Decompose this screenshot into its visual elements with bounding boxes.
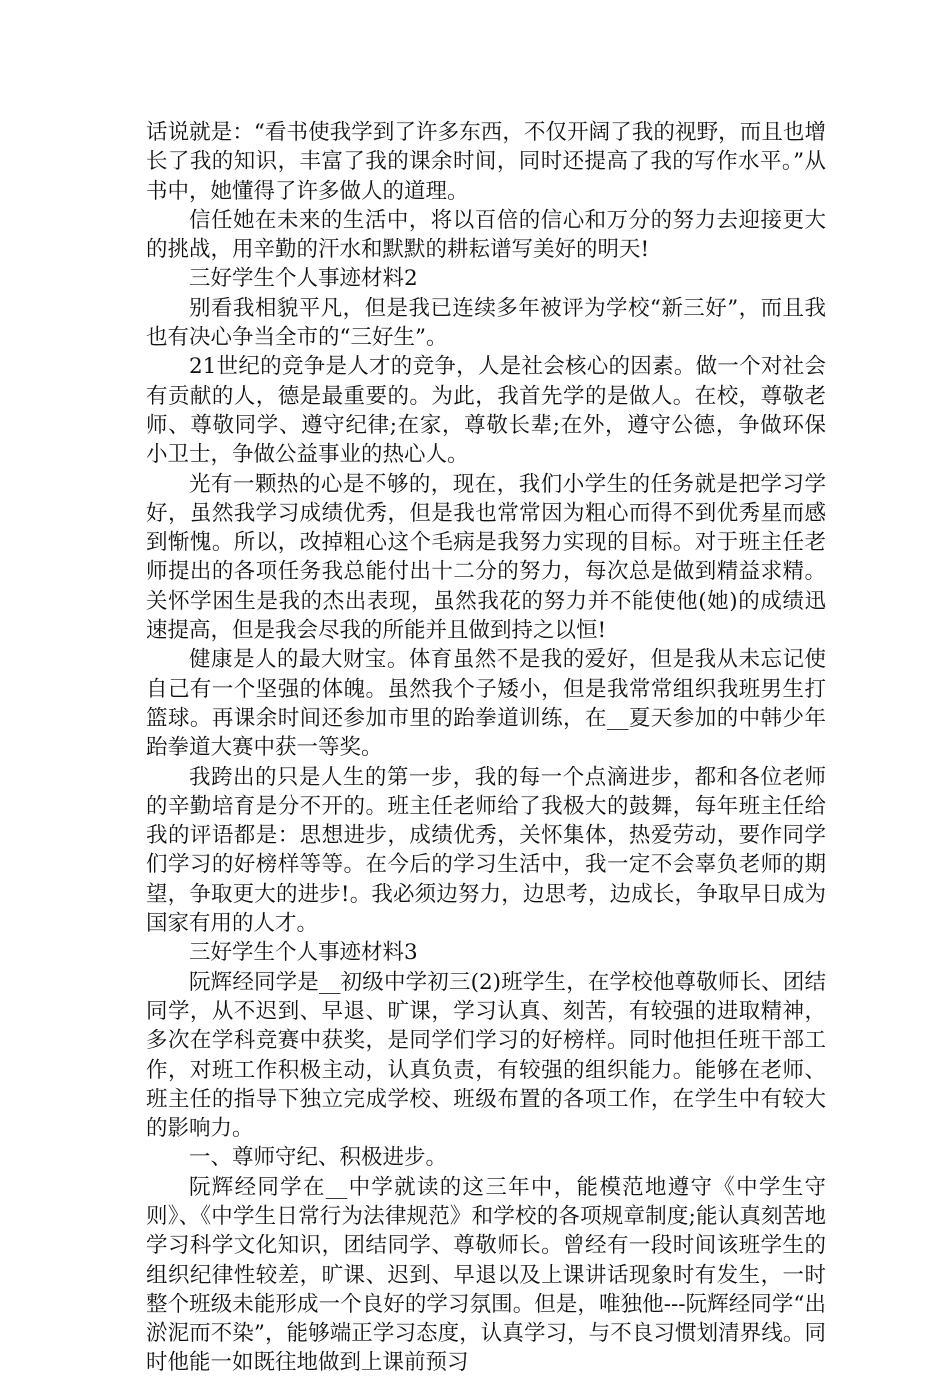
section-heading: 三好学生个人事迹材料2	[189, 266, 418, 292]
paragraph: 光有一颗热的心是不够的，现在，我们小学生的任务就是把学习学好，虽然我学习成绩优秀，但是我也常常因为粗心而得不到优秀星而感到惭愧。所以，改掉粗心这个毛病是我努力实现的目标。对于班主任老师提出的各项任务我总能付出十二分的努力，每次总是做到精益求精。关怀学困生是我的杰出表现，虽然我花的努力并不能使他(她)的成绩迅速提高，但是我会尽我的所能并且做到持之以恒!	[146, 471, 826, 644]
paragraph: 健康是人的最大财宝。体育虽然不是我的爱好，但是我从未忘记使自己有一个坚强的体魄。虽然我个子矮小，但是我常常组织我班男生打篮球。再课余时间还参加市里的跆拳道训练，在__夏天参加的中韩少年跆拳道大赛中获一等奖。	[146, 647, 826, 761]
paragraph: 我跨出的只是人生的第一步，我的每一个点滴进步，都和各位老师的辛勤培育是分不开的。班主任老师给了我极大的鼓舞，每年班主任给我的评语都是：思想进步，成绩优秀，关怀集体，热爱劳动，要作同学们学习的好榜样等等。在今后的学习生活中，我一定不会辜负老师的期望，争取更大的进步!。我必须边努力，边思考，边成长，争取早日成为国家有用的人才。	[146, 764, 826, 937]
document-page	[146, 118, 826, 1378]
paragraph-continuation: 话说就是：“看书使我学到了许多东西，不仅开阔了我的视野，而且也增长了我的知识，丰富了我的课余时间，同时还提高了我的写作水平。”从书中，她懂得了许多做人的道理。	[146, 120, 826, 204]
paragraph: 阮辉经同学在__中学就读的这三年中，能模范地遵守《中学生守则》、《中学生日常行为法律规范》和学校的各项规章制度;能认真刻苦地学习科学文化知识，团结同学、尊敬师长。曾经有一段时间该班学生的组织纪律性较差，旷课、迟到、早退以及上课讲话现象时有发生，一时整个班级未能形成一个良好的学习氛围。但是，唯独他---阮辉经同学“出淤泥而不染”，能够端正学习态度，认真学习，与不良习惯划清界线。同时他能一如既往地做到上课前预习	[146, 1174, 826, 1376]
section-heading: 三好学生个人事迹材料3	[189, 940, 418, 966]
paragraph: 信任她在未来的生活中，将以百倍的信心和万分的努力去迎接更大的挑战，用辛勤的汗水和默默的耕耘谱写美好的明天!	[146, 207, 826, 263]
paragraph: 阮辉经同学是__初级中学初三(2)班学生，在学校他尊敬师长、团结同学，从不迟到、早退、旷课，学习认真、刻苦，有较强的进取精神，多次在学科竞赛中获奖，是同学们学习的好榜样。同时他担任班干部工作，对班工作积极主动，认真负责，有较强的组织能力。能够在老师、班主任的指导下独立完成学校、班级布置的各项工作，在学生中有较大的影响力。	[146, 969, 826, 1142]
subsection-heading: 一、尊师守纪、积极进步。	[189, 1145, 448, 1171]
paragraph: 21世纪的竞争是人才的竞争，人是社会核心的因素。做一个对社会有贡献的人，德是最重要的。为此，我首先学的是做人。在校，尊敬老师、尊敬同学、遵守纪律;在家，尊敬长辈;在外，遵守公德，争做环保小卫士，争做公益事业的热心人。	[146, 354, 826, 468]
paragraph: 别看我相貌平凡，但是我已连续多年被评为学校“新三好”，而且我也有决心争当全市的“三好生”。	[146, 295, 826, 351]
